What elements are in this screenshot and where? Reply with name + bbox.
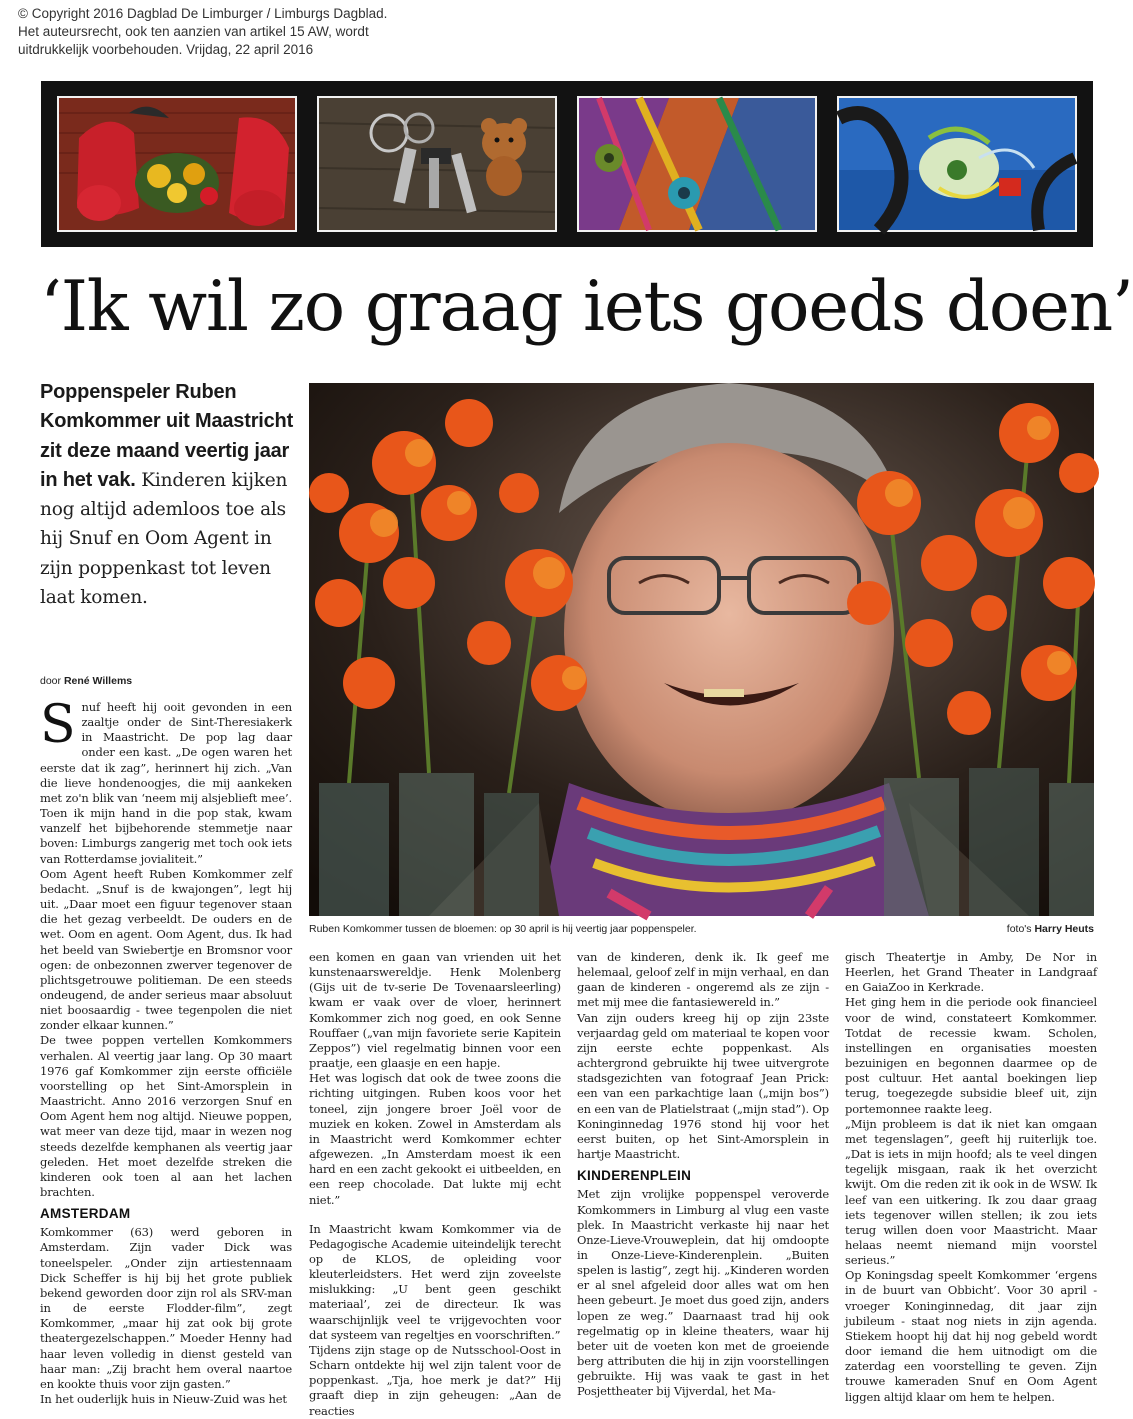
- photo-strip: [41, 81, 1093, 247]
- article-column-1: [40, 695, 292, 1407]
- paragraph: Met zijn vrolijke poppenspel veroverde Komkommers in Limburg al vlug een vaste plek. In Maastricht verkaste hij naar het Onze-Lieve-Vrouweplein, dat hij omdoopte in Onze-Lieve-Kinderenplein. „Buiten spelen is lastig”, zegt hij. „Kinderen worden er al snel afgeleid door alles wat om hen heen gebeurt. Je moet dus goed zijn, anders lopen ze weg.” Daarnaast trad hij ook regelmatig op in kleine theaters, waar hij beter uit de voeten kon met de groeiende berg attributen die hij in zijn voorstellingen gebruikte. Hij was vaak te gast in het Posjettheater bij Vijverdal, het Ma-: [577, 1187, 829, 1399]
- headline: ‘Ik wil zo graag iets goeds doen’: [40, 267, 1133, 347]
- puppet-gloves-photo: [57, 96, 297, 232]
- paragraph: Van zijn ouders kreeg hij op zijn 23ste verjaardag geld om materiaal te kopen voor zijn eerste echte poppenkast. Als achtergrond gebruikte hij twee uitvergrote stadsgezichten van fotograaf Jean Prick: een van een parkachtige laan („mijn bos”) en een van de Platielstraat („mijn stad”). Op Koninginnedag 1976 stond hij voor het eerst buiten, op het Sint-Amorsplein in hartje Maastricht.: [577, 1010, 829, 1162]
- byline: [40, 675, 132, 687]
- article-column-4: [845, 950, 1097, 1404]
- subheading-kinderenplein: KINDERENPLEIN: [577, 1168, 692, 1184]
- article-column-3: [577, 950, 829, 1399]
- paragraph: Het was logisch dat ook de twee zoons die richting uitgingen. Ruben koos voor het toneel, zijn jongere broer Joël voor de muziek en koken. Zowel in Amsterdam als in Maastricht werd Komkommer echter afgewezen. „In Amsterdam moest ik een hard en een zacht gekookt ei uitbeelden, en een reep chocolade. Dat lukte mij echt niet.”: [309, 1071, 561, 1207]
- paragraph: een komen en gaan van vrienden uit het kunstenaarswereldje. Henk Molenberg (Gijs uit de tv-serie De Tovenaarsleerling) kwam er vaak over de vloer, herinnert Komkommer zich nog goed, en ook Senne Rouffaer („van mijn favoriete serie Kapitein Zeppos”) viel regelmatig binnen voor een praatje, een glaasje en een hapje.: [309, 950, 561, 1071]
- credit-prefix: foto's: [1006, 923, 1035, 935]
- copyright-notice: [18, 5, 438, 59]
- subheading-amsterdam: AMSTERDAM: [40, 1206, 131, 1222]
- copyright-line-2: Het auteursrecht, ook ten aanzien van artikel 15 AW, wordt: [18, 24, 369, 39]
- paragraph: Komkommer (63) werd geboren in Amsterdam. Zijn vader Dick was toneelspeler. „Onder zijn artiestennaam Dick Scheffer is hij bij het grote publiek bekend geworden door zijn rol als SRV-man in de eerste Flodder-film”, zegt Komkommer, „maar hij zat ook bij grote theatergezelschappen.” Moeder Henny had haar leven volledig in dienst gesteld van haar man: „Zij bracht hem overal naartoe en kookte thuis voor zijn gasten.”: [40, 1225, 292, 1391]
- paragraph: nuf heeft hij ooit gevonden in een zaaltje onder de Sint-Theresiakerk in Maastricht. De pop lag daar onder een kast. „De ogen waren het eerste dat ik zag”, herinnert hij zich. „Van die lieve hondenoogjes, die mij aankeken met zo'n blik van ‘neem mij alsjeblieft mee’. Toen ik mijn hand in die pop stak, kwam vanzelf het bijbehorende stemmetje naar boven: Limburgs zangerig met toch ook iets van Rotterdamse jovialiteit.”: [40, 700, 292, 866]
- paragraph: In Maastricht kwam Komkommer via de Pedagogische Academie uiteindelijk terecht op de KLOS, de opleiding voor kleuterleidsters. Het werd zijn zoveelste mislukking: „U bent geen geschikt materiaal’, zei de directeur. Ik was waarschijnlijk veel te vrijgevochten voor dat systeem van regeltjes en voorschriften.”: [309, 1221, 561, 1342]
- paragraph: gisch Theatertje in Amby, De Nor in Heerlen, het Grand Theater in Landgraaf en GaiaZoo in Kerkrade.: [845, 950, 1097, 995]
- photo-caption: [309, 923, 1094, 939]
- caption-text: Ruben Komkommer tussen de bloemen: op 30 april is hij veertig jaar poppenspeler.: [309, 923, 697, 935]
- drop-cap: S: [40, 695, 76, 755]
- ribbon-photo: [837, 96, 1077, 232]
- article-column-2: [309, 950, 561, 1418]
- paragraph: van de kinderen, denk ik. Ik geef me helemaal, geloof zelf in mijn verhaal, en dan gaan de kinderen - ongeremd als ze zijn - met mij mee die fantasiewereld in.”: [577, 950, 829, 1010]
- byline-author: René Willems: [63, 675, 133, 687]
- credit-name: Harry Heuts: [1034, 923, 1094, 935]
- intro-lead: [40, 378, 302, 612]
- paragraph: Oom Agent heeft Ruben Komkommer zelf bedacht. „Snuf is de kwajongen”, legt hij uit. „Daar moet een figuur tegenover staan die het gezag verbeeldt. De ouders en de wet. Oom en agent. Oom Agent, dus. Ik had het beeld van Swiebertje en Bromsnor voor ogen: de onbezonnen zwerver tegenover de plichtsgetrouwe politieman. De een steeds ondeugend, de ander serieus maar absoluut niet boosaardig - twee tegenpolen die niet zonder elkaar kunnen.”: [40, 866, 292, 1033]
- paragraph: In het ouderlijk huis in Nieuw-Zuid was het: [40, 1392, 287, 1407]
- paragraph: „Mijn probleem is dat ik niet kan omgaan met tegenslagen”, geeft hij ruiterlijk toe. „Dat is iets in mijn hoofd; als te veel dingen tegelijk misgaan, raak ik het overzicht kwijt. Om die reden zit ik ook in de WSW. Ik leef van een uitkering. Ik zou daar graag iets tegenover willen stellen; ik zou iets terug willen doen voor Maastricht. Maar helaas neemt niemand mijn voorstel serieus.”: [845, 1116, 1097, 1268]
- keys-bear-photo: [317, 96, 557, 232]
- intro-text: Kinderen kijken nog altijd ademloos toe als hij Snuf en Oom Agent in zijn poppenkast tot leven laat komen.: [40, 469, 288, 609]
- main-photo: [309, 383, 1094, 916]
- paragraph: Op Koningsdag speelt Komkommer ‘ergens in de buurt van Obbicht’. Voor 30 april - vroeger Koninginnedag, dit jaar zijn jubileum - staat nog niets in zijn agenda. Stiekem hoopt hij dat hij nog gebeld wordt door iemand die hem uitnodigt om die zaterdag een voorstelling te geven. Zijn trouwe kameraden Snuf en Oom Agent liggen altijd klaar om hem te helpen.: [845, 1268, 1097, 1404]
- crochet-photo: [577, 96, 817, 232]
- photo-credit: [1007, 923, 1094, 935]
- intro-bold: Poppenspeler Ruben Komkommer uit Maastricht zit deze maand veertig jaar in het vak.: [40, 381, 294, 491]
- paragraph: Het ging hem in die periode ook financieel voor de wind, constateert Komkommer. Totdat de recessie kwam. Scholen, instellingen en organisaties moesten bezuinigen en begonnen daarmee op de post cultuur. Het aantal boekingen liep terug, toegezegde subsidie bleef uit, zijn portemonnee raakte leeg.: [845, 995, 1097, 1116]
- paragraph: Tijdens zijn stage op de Nutsschool-Oost in Scharn ontdekte hij wel zijn talent voor de poppenkast. „Tja, hoe merk je dat?” Hij graaft diep in zijn geheugen: „Aan de reacties: [309, 1342, 561, 1418]
- copyright-line-3: uitdrukkelijk voorbehouden. Vrijdag, 22 april 2016: [18, 42, 314, 57]
- paragraph: De twee poppen vertellen Komkommers verhalen. Al veertig jaar lang. Op 30 maart 1976 gaf Komkommer zijn eerste officiële voorstelling op het Sint-Amorsplein in Maastricht. Anno 2016 verzorgen Snuf en Oom Agent hem nog altijd. Nieuwe poppen, wat meer van deze tijd, maar in wezen nog steeds dezelfde kemphanen als veertig jaar geleden. Het moet dezelfde streken die kinderen ook toen al aan het lachen brachten.: [40, 1033, 292, 1199]
- byline-prefix: door: [40, 675, 64, 687]
- copyright-line-1: © Copyright 2016 Dagblad De Limburger / Limburgs Dagblad.: [18, 6, 388, 21]
